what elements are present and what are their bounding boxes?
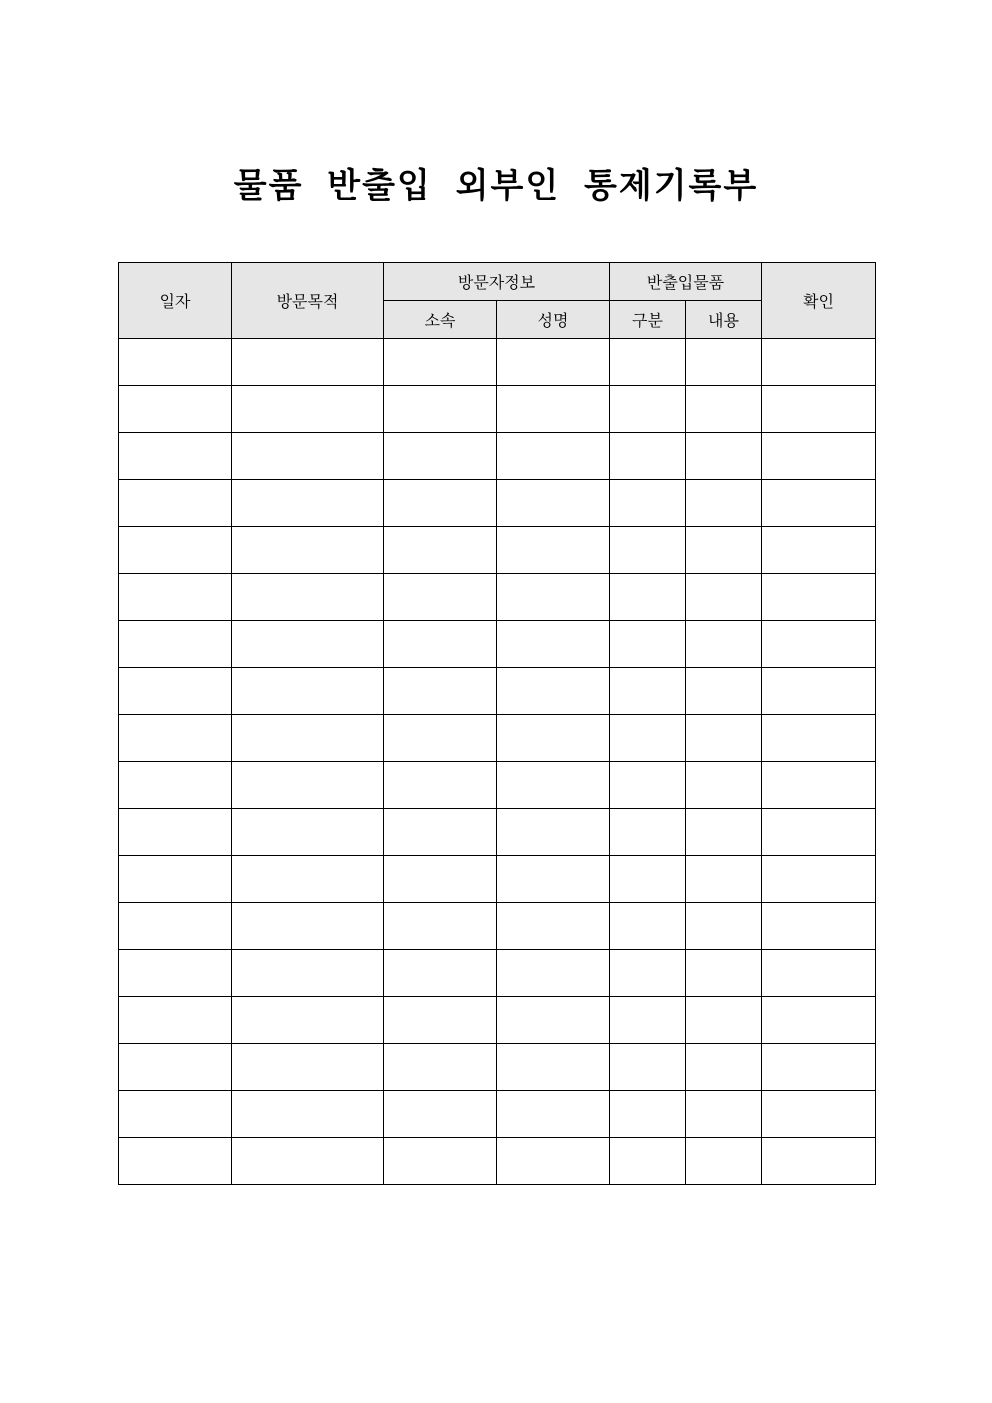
content-cell (686, 621, 762, 668)
confirm-cell (762, 527, 876, 574)
confirm-cell (762, 433, 876, 480)
name-cell (497, 715, 610, 762)
date-cell (119, 574, 232, 621)
content-cell (686, 1044, 762, 1091)
category-cell (610, 1044, 686, 1091)
name-cell (497, 668, 610, 715)
table-row (119, 715, 876, 762)
content-cell (686, 527, 762, 574)
purpose-cell (232, 574, 384, 621)
purpose-cell (232, 480, 384, 527)
confirm-cell (762, 809, 876, 856)
table-row (119, 950, 876, 997)
table-row (119, 480, 876, 527)
affiliation-cell (384, 527, 497, 574)
purpose-cell (232, 715, 384, 762)
category-cell (610, 386, 686, 433)
name-cell (497, 433, 610, 480)
table-row (119, 386, 876, 433)
category-cell (610, 997, 686, 1044)
table-row (119, 903, 876, 950)
table-row (119, 339, 876, 386)
name-cell (497, 903, 610, 950)
category-cell (610, 762, 686, 809)
affiliation-cell (384, 997, 497, 1044)
date-cell (119, 950, 232, 997)
purpose-cell (232, 762, 384, 809)
name-cell (497, 1138, 610, 1185)
name-cell (497, 856, 610, 903)
table-row (119, 433, 876, 480)
purpose-cell (232, 809, 384, 856)
affiliation-cell (384, 1091, 497, 1138)
affiliation-cell (384, 715, 497, 762)
confirm-cell (762, 386, 876, 433)
name-cell (497, 1044, 610, 1091)
table-row (119, 856, 876, 903)
content-cell (686, 903, 762, 950)
confirm-cell (762, 480, 876, 527)
content-cell (686, 574, 762, 621)
purpose-cell (232, 1044, 384, 1091)
content-cell (686, 997, 762, 1044)
category-cell (610, 527, 686, 574)
confirm-cell (762, 997, 876, 1044)
purpose-cell (232, 1138, 384, 1185)
category-cell (610, 1091, 686, 1138)
affiliation-cell (384, 1044, 497, 1091)
header-affiliation: 소속 (384, 301, 497, 339)
affiliation-cell (384, 433, 497, 480)
content-cell (686, 1091, 762, 1138)
date-cell (119, 856, 232, 903)
date-cell (119, 621, 232, 668)
confirm-cell (762, 1044, 876, 1091)
affiliation-cell (384, 1138, 497, 1185)
table-row (119, 1138, 876, 1185)
name-cell (497, 574, 610, 621)
date-cell (119, 433, 232, 480)
affiliation-cell (384, 809, 497, 856)
category-cell (610, 856, 686, 903)
purpose-cell (232, 339, 384, 386)
date-cell (119, 762, 232, 809)
confirm-cell (762, 856, 876, 903)
purpose-cell (232, 997, 384, 1044)
date-cell (119, 1091, 232, 1138)
content-cell (686, 762, 762, 809)
date-cell (119, 1044, 232, 1091)
confirm-cell (762, 668, 876, 715)
header-visitor-info: 방문자정보 (384, 263, 610, 301)
confirm-cell (762, 621, 876, 668)
header-category: 구분 (610, 301, 686, 339)
content-cell (686, 668, 762, 715)
purpose-cell (232, 668, 384, 715)
header-row-top (119, 263, 876, 301)
table-row (119, 621, 876, 668)
purpose-cell (232, 950, 384, 997)
category-cell (610, 1138, 686, 1185)
confirm-cell (762, 339, 876, 386)
date-cell (119, 1138, 232, 1185)
date-cell (119, 715, 232, 762)
category-cell (610, 809, 686, 856)
date-cell (119, 339, 232, 386)
visitor-log-table (118, 262, 876, 1185)
content-cell (686, 950, 762, 997)
confirm-cell (762, 574, 876, 621)
purpose-cell (232, 386, 384, 433)
header-confirm: 확인 (762, 263, 876, 339)
confirm-cell (762, 903, 876, 950)
name-cell (497, 527, 610, 574)
content-cell (686, 809, 762, 856)
purpose-cell (232, 621, 384, 668)
affiliation-cell (384, 386, 497, 433)
date-cell (119, 386, 232, 433)
table-row (119, 574, 876, 621)
table-row (119, 668, 876, 715)
date-cell (119, 668, 232, 715)
content-cell (686, 1138, 762, 1185)
confirm-cell (762, 1091, 876, 1138)
purpose-cell (232, 856, 384, 903)
affiliation-cell (384, 856, 497, 903)
confirm-cell (762, 762, 876, 809)
table-body (119, 339, 876, 1185)
date-cell (119, 480, 232, 527)
category-cell (610, 903, 686, 950)
category-cell (610, 621, 686, 668)
page-title: 물품 반출입 외부인 통제기록부 (233, 166, 759, 206)
date-cell (119, 809, 232, 856)
affiliation-cell (384, 574, 497, 621)
content-cell (686, 856, 762, 903)
table-row (119, 762, 876, 809)
header-name: 성명 (497, 301, 610, 339)
date-cell (119, 997, 232, 1044)
affiliation-cell (384, 480, 497, 527)
table-row (119, 997, 876, 1044)
confirm-cell (762, 950, 876, 997)
name-cell (497, 997, 610, 1044)
table-header (119, 263, 876, 339)
content-cell (686, 480, 762, 527)
purpose-cell (232, 433, 384, 480)
affiliation-cell (384, 339, 497, 386)
name-cell (497, 339, 610, 386)
name-cell (497, 480, 610, 527)
name-cell (497, 950, 610, 997)
name-cell (497, 1091, 610, 1138)
purpose-cell (232, 903, 384, 950)
header-date: 일자 (119, 263, 232, 339)
category-cell (610, 339, 686, 386)
date-cell (119, 903, 232, 950)
purpose-cell (232, 527, 384, 574)
name-cell (497, 809, 610, 856)
category-cell (610, 668, 686, 715)
purpose-cell (232, 1091, 384, 1138)
name-cell (497, 621, 610, 668)
header-purpose: 방문목적 (232, 263, 384, 339)
affiliation-cell (384, 668, 497, 715)
table-row (119, 1044, 876, 1091)
table-row (119, 1091, 876, 1138)
content-cell (686, 715, 762, 762)
confirm-cell (762, 1138, 876, 1185)
affiliation-cell (384, 762, 497, 809)
affiliation-cell (384, 621, 497, 668)
category-cell (610, 574, 686, 621)
category-cell (610, 480, 686, 527)
table-row (119, 809, 876, 856)
confirm-cell (762, 715, 876, 762)
name-cell (497, 762, 610, 809)
content-cell (686, 339, 762, 386)
affiliation-cell (384, 950, 497, 997)
header-content: 내용 (686, 301, 762, 339)
content-cell (686, 433, 762, 480)
affiliation-cell (384, 903, 497, 950)
table-row (119, 527, 876, 574)
content-cell (686, 386, 762, 433)
date-cell (119, 527, 232, 574)
header-items: 반출입물품 (610, 263, 762, 301)
category-cell (610, 950, 686, 997)
category-cell (610, 433, 686, 480)
name-cell (497, 386, 610, 433)
category-cell (610, 715, 686, 762)
